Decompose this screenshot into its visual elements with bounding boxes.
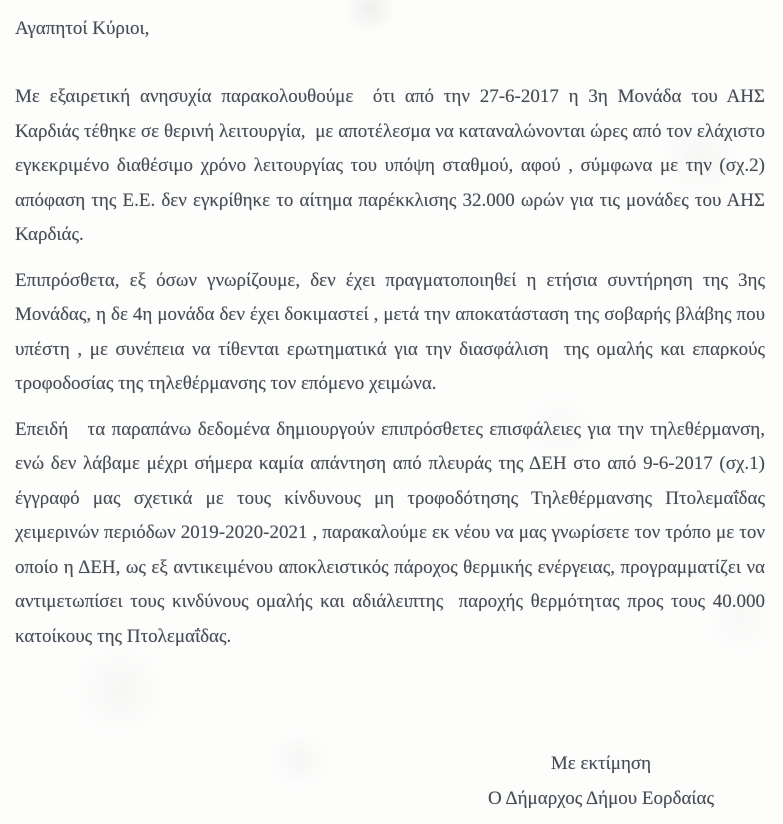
signature-block: [461, 746, 741, 816]
closing-phrase: Με εκτίμηση: [550, 753, 652, 774]
signer-title: Ο Δήμαρχος Δήμου Εορδαίας: [487, 788, 715, 809]
body-paragraph-2: Επιπρόσθετα, εξ όσων γνωρίζουμε, δεν έχει πραγματοποιηθεί η ετήσια συντήρηση της 3ης Μονάδας, η δε 4η μονάδα δεν έχει δοκιμαστεί , μετά την αποκατάσταση της σοβαρής βλάβης που υπέστη , με συνέπεια να τίθενται ερωτηματικά για την διασφάλιση της ομαλής και επαρκούς τροφοδοσίας της τηλεθέρμανσης τον επόμενο χειμώνα.: [15, 269, 770, 394]
salutation: Αγαπητοί Κύριοι,: [15, 18, 150, 39]
body-paragraph-1: Με εξαιρετική ανησυχία παρακολουθούμε ότι από την 27-6-2017 η 3η Μονάδα του ΑΗΣ Καρδιάς τέθηκε σε θερινή λειτουργία, με αποτέλεσμα να καταναλώνονται ώρες από τον ελάχιστο εγκεκριμένο διαθέσιμο χρόνο λειτουργίας του υπόψη σταθμού, αφού , σύμφωνα με την (σχ.2) απόφαση της Ε.Ε. δεν εγκρίθηκε το αίτημα παρέκκλισης 32.000 ωρών για τις μονάδες του ΑΗΣ Καρδιάς.: [15, 86, 770, 245]
body-paragraph-3: Επειδή τα παραπάνω δεδομένα δημιουργούν επιπρόσθετες επισφάλειες για την τηλεθέρμανση, ενώ δεν λάβαμε μέχρι σήμερα καμία απάντηση από πλευράς της ΔΕΗ στο από 9-6-2017 (σχ.1) έγγραφό μας σχετικά με τους κίνδυνους μη τροφοδότησης Τηλεθέρμανσης Πτολεμαΐδας χειμερινών περιόδων 2019-2020-2021 , παρακαλούμε εκ νέου να μας γνωρίσετε τον τρόπο με τον οποίο η ΔΕΗ, ως εξ αντικειμένου αποκλειστικός πάροχος θερμικής ενέργειας, προγραμματίζει να αντιμετωπίσει τους κινδύνους ομαλής και αδιάλειπτης παροχής θερμότητας προς τους 40.000 κατοίκους της Πτολεμαΐδας.: [15, 418, 770, 647]
